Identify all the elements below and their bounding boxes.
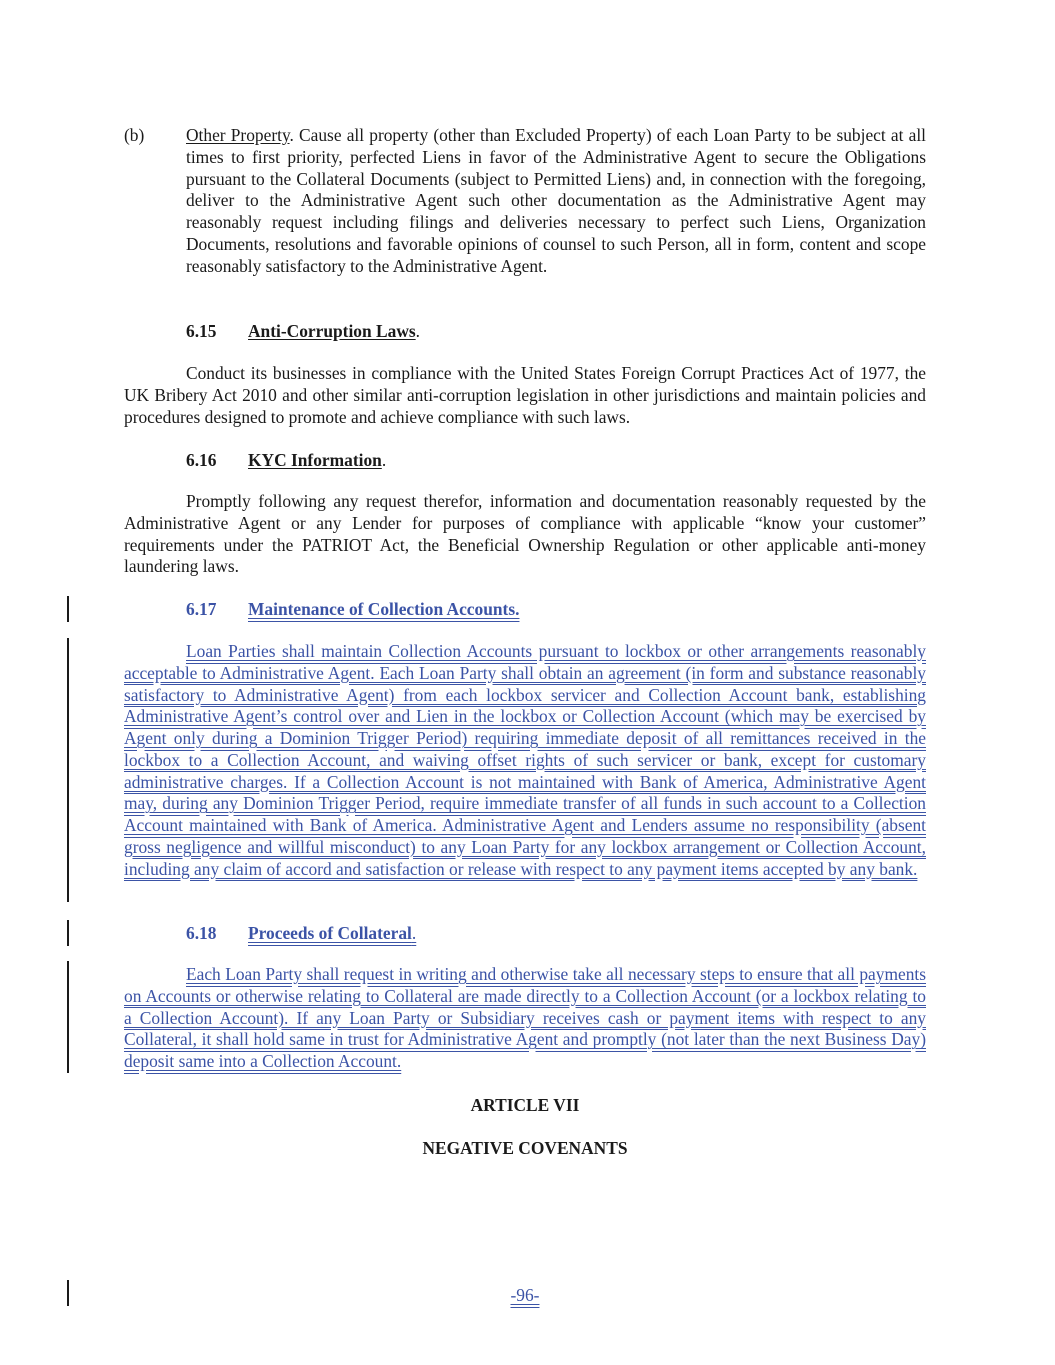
article-number: ARTICLE VII [470,1095,580,1115]
change-bar [67,1280,69,1306]
section-6-16-body: Promptly following any request therefor, information and documentation reasonably requested by the Administrative Agent or any Lender for purposes of compliance with applicable “know your customer” requirements under the PATRIOT Act, the Beneficial Ownership Regulation or other applicable anti-money laundering laws. [124,491,926,577]
section-title: KYC Information [248,450,382,470]
section-6-18-heading: 6.18 Proceeds of Collateral. [186,923,417,943]
para-b-label: (b) [124,125,145,145]
article-title: NEGATIVE COVENANTS [422,1138,628,1158]
section-6-16-heading: 6.16 KYC Information. [186,450,387,470]
section-6-15-body: Conduct its businesses in compliance with the United States Foreign Corrupt Practices Act of 1977, the UK Bribery Act 2010 and other similar anti-corruption legislation in other jurisdictions and maintain policies and procedures designed to promote and achieve compliance with such laws. [124,363,926,427]
section-6-17-body: Loan Parties shall maintain Collection Accounts pursuant to lockbox or other arrangements reasonably acceptable to Administrative Agent. Each Loan Party shall obtain an agreement (in form and substance reasonably satisfactory to Administrative Agent) from each lockbox servicer and Collection Account bank, establishing Administrative Agent’s control over and Lien in the lockbox or Collection Account (which may be exercised by Agent only during a Dominion Trigger Period) requiring immediate deposit of all remittances received in the lockbox to a Collection Account, and waiving offset rights of such servicer or bank, except for customary administrative charges. If a Collection Account is not maintained with Bank of America, Administrative Agent may, during any Dominion Trigger Period, require immediate transfer of all funds in such account to a Collection Account maintained with Bank of America. Administrative Agent and Lenders assume no responsibility (absent gross negligence and willful misconduct) to any Loan Party for any lockbox arrangement or Collection Account, including any claim of accord and satisfaction or release with respect to any payment items accepted by any bank. [124,641,926,879]
change-bar [67,596,69,622]
section-number: 6.15 [186,321,217,341]
section-6-18-body: Each Loan Party shall request in writing and otherwise take all necessary steps to ensure that all payments on Accounts or otherwise relating to Collateral are made directly to a Collection Account (or a lockbox relating to a Collection Account). If any Loan Party or Subsidiary receives cash or payment items with respect to any Collateral, it shall hold same in trust for Administrative Agent and promptly (not later than the next Business Day) deposit same into a Collection Account. [124,964,926,1071]
section-number: 6.17 [186,599,217,619]
section-title: Proceeds of Collateral [248,923,412,943]
para-b-title: Other Property [186,125,290,145]
section-title: Maintenance of Collection Accounts. [248,599,520,619]
page-number: -96- [510,1285,540,1305]
change-bar [67,920,69,946]
para-b-text: . Cause all property (other than Excluded Property) of each Loan Party to be subject at all times to first priority, perfected Liens in favor of the Administrative Agent to secure the Obligations pursuant to the Collateral Documents (subject to Permitted Liens) and, in connection with the foregoing, deliver to the Administrative Agent such other documentation as the Administrative Agent may reasonably request including filings and deliveries necessary to perfect such Liens, Organization Documents, resolutions and favorable opinions of counsel to such Person, all in form, content and scope reasonably satisfactory to the Administrative Agent. [186,125,926,276]
section-6-15-heading: 6.15 Anti-Corruption Laws. [186,321,420,341]
section-number: 6.18 [186,923,217,943]
section-6-17-heading [186,598,519,620]
section-title: Anti-Corruption Laws [248,321,416,341]
section-number: 6.16 [186,450,217,470]
change-bar [67,961,69,1073]
change-bar [67,638,69,902]
para-b-other-property [124,125,926,277]
